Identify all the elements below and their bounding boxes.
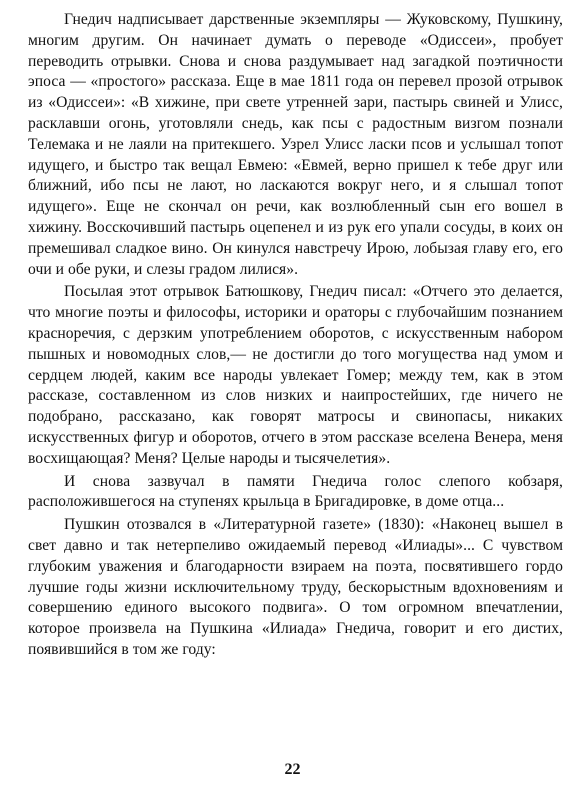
page-number: 22	[284, 761, 301, 778]
paragraph-kobzar-memory: И снова зазвучал в памяти Гнедича голос слепого кобзаря, расположившегося на ступенях крыльца в Бригадировке, в доме отца...	[28, 472, 563, 511]
paragraph-letter-to-batyushkov: Посылая этот отрывок Батюшкову, Гнедич писал: «Отчего это делается, что многие поэты и философы, историки и ораторы с глубочайшим познанием красноречия, с дерзким употреблением оборотов, с искусственным набором пышных и новомодных слов,— не достигли до того могущества над умом и сердцем людей, каким все народы увлекает Гомер; между тем, как в этом рассказе, составленном из слов низких и наипростейших, где ничего не подобрано, рассказано, как говорят матросы и свинопасы, никаких искусственных фигур и оборотов, отчего в этом рассказе вселена Венера, меня восхищающая? Меня? Целые народы и тысячелетия».	[28, 283, 563, 467]
body-text	[28, 10, 563, 661]
paragraph-pushkin-review: Пушкин отозвался в «Литературной газете» (1830): «Наконец вышел в свет давно и так нетерпеливо ожидаемый перевод «Илиады»... С чувством глубоким уважения и благодарности взираем на поэта, посвятившего гордо лучшие годы жизни исключительному труду, бескорыстным вдохновениям и совершению единого высокого подвига». О том огромном впечатлении, которое произвела на Пушкина «Илиада» Гнедича, говорит и его дистих, появившийся в том же году:	[28, 516, 563, 658]
paragraph-gnedich-odyssey: Гнедич надписывает дарственные экземпляры — Жуковскому, Пушкину, многим другим. Он начинает думать о переводе «Одиссеи», пробует переводить отрывки. Снова и снова раздумывает над загадкой поэтичности эпоса — «простого» рассказа. Еще в мае 1811 года он перевел прозой отрывок из «Одиссеи»: «В хижине, при свете утренней зари, пастырь свиней и Улисс, расклавши огонь, уготовляли снедь, как псы с радостным визгом познали Телемака и не лаяли на притекшего. Узрел Улисс ласки псов и услышал топот идущего, и быстро так вещал Евмею: «Евмей, верно пришел к тебе друг или ближний, ибо псы не лают, но ласкаются вокруг него, и я слышал топот идущего». Еще не скончал он речи, как возлюбленный сын его вошел в хижину. Восскочивший пастырь оцепенел и из рук его упали сосуды, в коих он премешивал сладкое вино. Он кинулся навстречу Ирою, лобызая главу его, его очи и обе руки, и слезы градом лилися».	[28, 11, 563, 278]
